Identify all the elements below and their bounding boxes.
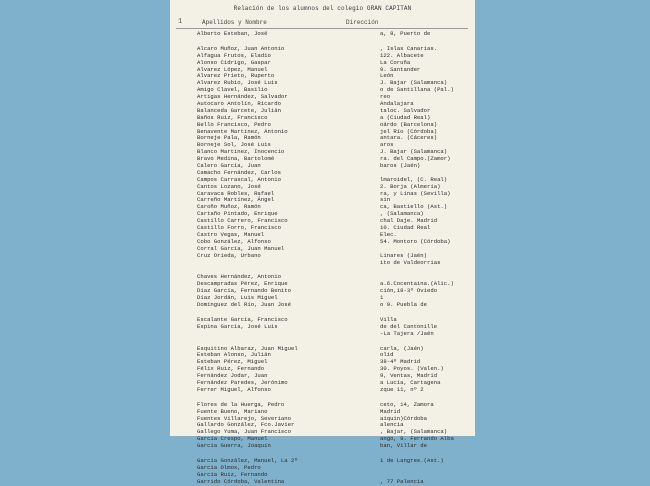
student-name: Cobo González, Alfonso: [197, 237, 271, 245]
student-address: ción,18-3º Oviedo: [380, 287, 438, 295]
student-name: Alvarez Rubio, José Luis: [197, 79, 278, 87]
student-address: 1: [380, 294, 384, 302]
student-address: León: [380, 72, 394, 80]
student-name: Campos Carrascal, Antonio: [197, 175, 281, 183]
student-name: Cruz Orieda, Urbano: [197, 251, 261, 259]
student-address: sin: [380, 196, 391, 204]
student-name: Castillo Carrero, Francisco: [197, 217, 288, 225]
student-name: Caroño Muñoz, Ramón: [197, 203, 261, 211]
student-address: carla, (Jaén): [380, 344, 424, 352]
student-address: de del Cantonille: [380, 322, 438, 330]
student-address: chal Daje. Madrid: [380, 217, 438, 225]
student-name: Alfagua Frutos, Eladio: [197, 51, 271, 59]
student-name: Alvarez Prieto, Ruperto: [197, 72, 275, 80]
student-address: ca, Bastiello (Ast.): [380, 203, 448, 211]
student-name: Díaz García, Fernando Benito: [197, 287, 291, 295]
student-address: , 77 Palencia: [380, 477, 424, 485]
student-address: zque 11, nº 2: [380, 385, 424, 393]
student-name: García Guerra, Joaquín: [197, 442, 271, 450]
student-address: ango, 9. Ferrando Alba: [380, 435, 454, 443]
student-name: Espina García, José Luis: [197, 322, 278, 330]
student-name: Alvarez López, Manuel: [197, 65, 268, 73]
student-address: 2. Borja (Almería): [380, 182, 441, 190]
student-address: -La Tajera /Jaén: [380, 329, 434, 337]
student-name: Félix Ruiz, Fernando: [197, 365, 265, 373]
student-address: baros (Jaén): [380, 162, 421, 170]
student-address: o de Santillana (Pal.): [380, 86, 454, 94]
student-name: Balanceda Garcete, Julián: [197, 106, 281, 114]
document-page: [170, 0, 475, 485]
student-address: 9, Ventas, Madrid: [380, 372, 438, 380]
student-address: ra. del Campo.(Zamor): [380, 155, 451, 163]
student-address: , Islas Canarias.: [380, 44, 438, 52]
student-name: Bravo Medina, Bartolomé: [197, 155, 275, 163]
student-name: Fernández Paredes, Jerónimo: [197, 378, 288, 386]
list-item: [170, 387, 475, 394]
student-name: Baños Ruiz, Francisco: [197, 113, 268, 121]
student-name: García González, Manuel, La 2º: [197, 456, 298, 464]
student-name: Castillo Forro, Francisco: [197, 224, 281, 232]
student-name: Cartaño Pintado, Enrique: [197, 210, 278, 218]
student-address: , Bajar, (Salamanca): [380, 428, 448, 436]
student-name: Díaz Jordán, Luis Miguel: [197, 294, 278, 302]
student-name: Esteban Pérez, Miguel: [197, 358, 268, 366]
student-name: Descampradas Pérez, Enrique: [197, 280, 288, 288]
student-name: Gallardo González, Fco.Javier: [197, 421, 295, 429]
student-name: Fuente Bueno, Mariano: [197, 407, 268, 415]
student-name: Garrido Córdoba, Valentina: [197, 477, 285, 485]
student-address: olid: [380, 351, 394, 359]
list-item: [170, 479, 475, 486]
list-item: [170, 331, 475, 338]
student-address: 10. Ciudad Real: [380, 224, 431, 232]
list-item: [170, 260, 475, 267]
student-name: Alberto Esteban, José: [197, 30, 268, 37]
student-name: Cantos Lozano, José: [197, 182, 261, 190]
student-name: Autocaro Antolín, Ricardo: [197, 100, 281, 108]
student-name: Bello Francisco, Pedro: [197, 120, 271, 128]
student-address: 122. Albacete: [380, 51, 424, 59]
student-name: Borneje Sol, José Luis: [197, 141, 271, 149]
student-address: alencia: [380, 421, 404, 429]
student-name: Escalante García, Francisco: [197, 315, 288, 323]
student-name: García Olmos, Pedro: [197, 463, 261, 471]
list-item: [170, 31, 475, 38]
list-item: [170, 302, 475, 309]
student-name: Flores de la Huerga, Pedro: [197, 400, 285, 408]
student-address: lmaroidel, (C. Real): [380, 175, 448, 183]
student-name: Calero García, Juan: [197, 162, 261, 170]
student-address: ra, y Linas (Sevilla): [380, 189, 451, 197]
student-name: Fernández Jodar, Juan: [197, 372, 268, 380]
student-name: Benavente Martínez, Antonio: [197, 127, 288, 135]
student-name: Gallego Yuma, Juan Francisco: [197, 428, 291, 436]
student-name: Borneje Pala, Ramón: [197, 134, 261, 142]
student-address: Andalajara: [380, 100, 414, 108]
student-name: Corral García, Juan Manuel: [197, 244, 285, 252]
student-address: 1 de Langres.(Ast.): [380, 456, 444, 464]
student-address: 9. Santander: [380, 65, 421, 73]
student-address: Madrid: [380, 407, 401, 415]
student-address: jel Río (Córdoba): [380, 127, 438, 135]
student-name: García Ruiz, Fernando: [197, 470, 268, 478]
student-name: García Crespo, Manuel: [197, 435, 268, 443]
student-name: Caravaca Robles, Rafael: [197, 189, 275, 197]
student-address: taloc. Salvador: [380, 106, 431, 114]
student-name: Domínguez del Río, Juan José: [197, 300, 291, 308]
student-name: Esquitino Albaraz, Juan Miguel: [197, 344, 298, 352]
list-item: [170, 443, 475, 450]
student-address: antara. (Cáceres): [380, 134, 438, 142]
student-name: Blanco Martínez, Inocencio: [197, 148, 285, 156]
student-address: a, 8, Puerto de: [380, 30, 431, 37]
student-address: 38-4º Madrid: [380, 358, 421, 366]
student-address: J. Bajar (Salamanca): [380, 79, 448, 87]
column-header-address: Dirección: [346, 19, 379, 26]
student-list: [170, 31, 475, 486]
student-address: J. Bajar (Salamanca): [380, 148, 448, 156]
student-name: Esteban Alonso, Julián: [197, 351, 271, 359]
student-address: reo: [380, 93, 391, 101]
student-address: ito de Valdeorrias: [380, 258, 441, 266]
student-name: Carreño Martínez, Ángel: [197, 196, 275, 204]
student-name: Amigo Clavel, Basilio: [197, 86, 268, 94]
student-name: Castro Vegas, Manuel: [197, 230, 265, 238]
student-address: 30. Poyos. (Valen.): [380, 365, 444, 373]
student-address: oárdo (Barcelona): [380, 120, 438, 128]
student-name: Artigas Hernández, Salvador: [197, 93, 288, 101]
student-address: a (Ciudad Real): [380, 113, 431, 121]
student-address: a.6.Cocentaina.(Alic.): [380, 280, 454, 288]
document-title: Relación de los alumnos del colegio GRAN CAPITAN: [233, 5, 412, 12]
student-address: , (Salamanca): [380, 210, 424, 218]
student-name: Ferrer Miguel, Alfonso: [197, 385, 271, 393]
student-address: Linares (Jaén): [380, 251, 427, 259]
student-name: Camacho Fernández, Carlos: [197, 168, 281, 176]
student-name: Alonso Cidrigo, Gaspar: [197, 58, 271, 66]
student-address: o 9. Puebla de: [380, 300, 427, 308]
student-address: Villa: [380, 315, 397, 323]
student-address: 54. Montoro (Córdoba): [380, 237, 451, 245]
student-address: aros: [380, 141, 394, 149]
student-name: Fuentes Villarejo, Severiano: [197, 414, 291, 422]
student-address: ban, Villar de: [380, 442, 427, 450]
student-address: ceto, 14, Zamora: [380, 400, 434, 408]
student-address: La Coruña: [380, 58, 411, 66]
student-address: a Lucía, Cartagena: [380, 378, 441, 386]
student-name: Alcaro Muñoz, Juan Antonio: [197, 44, 285, 52]
margin-mark: 1: [178, 18, 183, 26]
student-address: Elec.: [380, 230, 397, 238]
student-name: Chaves Hernández, Antonio: [197, 273, 281, 281]
student-address: aiquin)Córdoba: [380, 414, 427, 422]
column-header-name: Apellidos y Nombre: [202, 19, 267, 26]
header-rule: [176, 28, 468, 29]
